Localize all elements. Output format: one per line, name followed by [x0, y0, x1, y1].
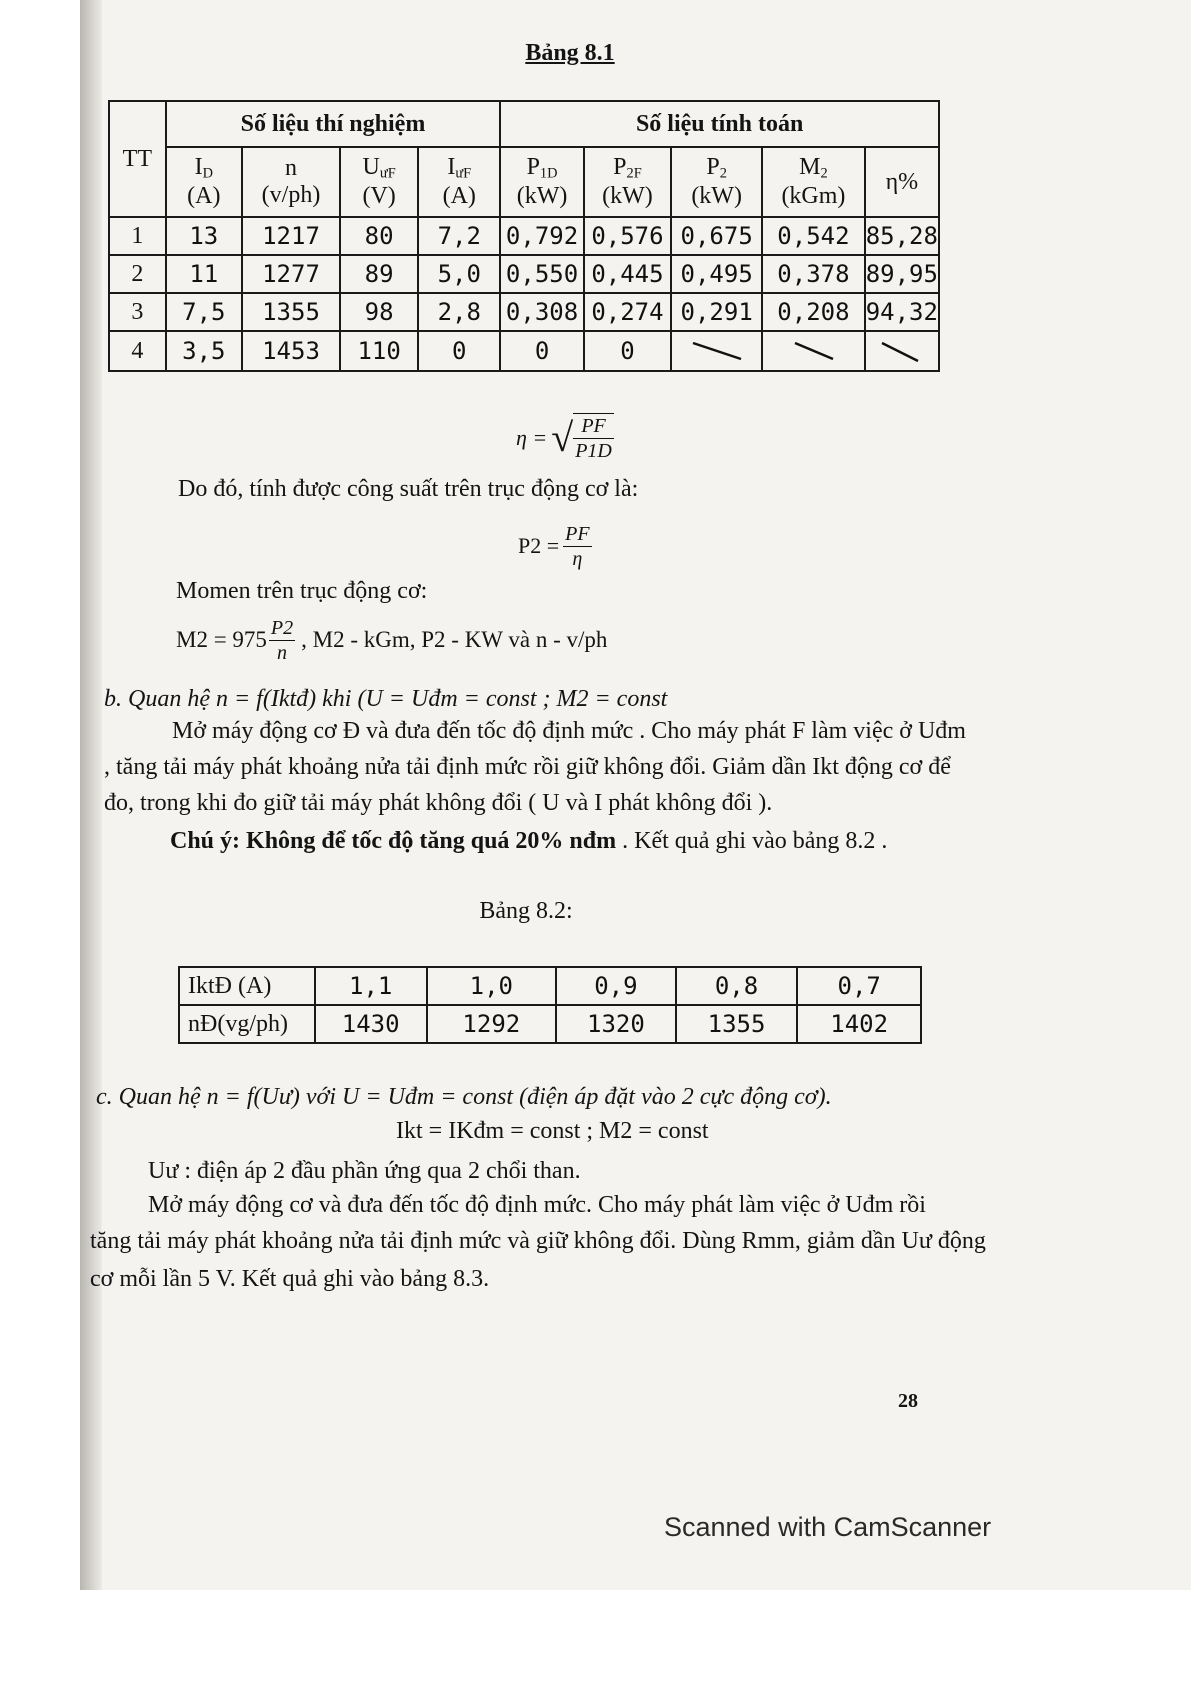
section-c-line1: Mở máy động cơ và đưa đến tốc độ định mức. Cho máy phát làm việc ở Uđm rồi	[148, 1192, 926, 1218]
cell-id: 3,5	[166, 331, 242, 371]
section-b-line2: , tăng tải máy phát khoảng nửa tải định mức rồi giữ không đổi. Giảm dần Ikt động cơ để	[104, 754, 951, 780]
note-rest: . Kết quả ghi vào bảng 8.2 .	[616, 828, 888, 854]
m2-lhs: M2 = 975	[176, 627, 267, 652]
unit-header-row	[109, 147, 939, 217]
row-index: 3	[109, 293, 166, 331]
cell-iuf: 7,2	[418, 217, 500, 255]
cell-p2: 0,291	[671, 293, 762, 331]
cell-n: 1277	[242, 255, 340, 293]
section-c-heading: c. Quan hệ n = f(Uư) với U = Uđm = const (điện áp đặt vào 2 cực động cơ).	[96, 1084, 832, 1110]
cell-eta: 94,32	[865, 293, 939, 331]
section-b-line1: Mở máy động cơ Đ và đưa đến tốc độ định mức . Cho máy phát F làm việc ở Uđm	[172, 718, 966, 744]
section-c-condition: Ikt = IKđm = const ; M2 = const	[396, 1118, 709, 1144]
p2-formula	[518, 516, 592, 576]
dash-mark	[687, 339, 747, 363]
col-header: $P_{2F}$ (kW)	[584, 147, 671, 217]
cell-m2: 0,378	[762, 255, 864, 293]
row-label-current: IktĐ (A)	[179, 967, 315, 1005]
section-c-ur-definition: Uư : điện áp 2 đầu phần ứng qua 2 chổi than.	[148, 1158, 581, 1184]
cell-speed: 1402	[797, 1005, 921, 1043]
cell-speed: 1430	[315, 1005, 427, 1043]
table2-row-speed	[179, 1005, 921, 1043]
cell-p2f: 0,576	[584, 217, 671, 255]
experiment-group-header: Số liệu thí nghiệm	[166, 101, 501, 147]
col-header: $U_{ưF}$ (V)	[340, 147, 418, 217]
cell-id: 7,5	[166, 293, 242, 331]
dash-mark	[872, 339, 932, 363]
cell-p2: 0,675	[671, 217, 762, 255]
section-c-line3: cơ mỗi lần 5 V. Kết quả ghi vào bảng 8.3.	[90, 1266, 490, 1292]
cell-ikt: 1,1	[315, 967, 427, 1005]
row-index: 2	[109, 255, 166, 293]
row-index: 4	[109, 331, 166, 371]
cell-n: 1355	[242, 293, 340, 331]
cell-p2f: 0,445	[584, 255, 671, 293]
cell-ikt: 0,9	[556, 967, 676, 1005]
m2-units: , M2 - kGm, P2 - KW và n - v/ph	[301, 627, 608, 652]
cell-p2: 0,495	[671, 255, 762, 293]
table-row	[109, 293, 939, 331]
col-header: n (v/ph)	[242, 147, 340, 217]
section-b-note	[170, 826, 887, 856]
cell-eta: 89,95	[865, 255, 939, 293]
p2-lhs: P2 =	[518, 533, 560, 558]
m2-numerator: P2	[270, 616, 294, 639]
m2-formula	[176, 612, 607, 668]
cell-m2: 0,208	[762, 293, 864, 331]
page-number: 28	[898, 1390, 918, 1412]
cell-m2: 0,542	[762, 217, 864, 255]
sqrt-sign: √	[551, 415, 574, 460]
col-header: $I_D$ (A)	[166, 147, 242, 217]
cell-iuf: 2,8	[418, 293, 500, 331]
dash-mark	[783, 339, 843, 363]
table2-caption: Bảng 8.2:	[479, 898, 573, 924]
table-row	[109, 255, 939, 293]
cell-n: 1453	[242, 331, 340, 371]
calc-group-header: Số liệu tính toán	[500, 101, 939, 147]
col-tt-header: TT	[109, 101, 166, 217]
page-edge-shadow	[80, 0, 102, 1590]
cell-iuf: 5,0	[418, 255, 500, 293]
m2-denominator: n	[277, 641, 288, 664]
col-header: $P_{1D}$ (kW)	[500, 147, 584, 217]
cell-ikt: 0,7	[797, 967, 921, 1005]
cell-uuf: 98	[340, 293, 418, 331]
cell-uuf: 80	[340, 217, 418, 255]
table-8-2	[178, 966, 922, 1044]
cell-p2-blank	[671, 331, 762, 371]
col-header: $P_2$ (kW)	[671, 147, 762, 217]
cell-ikt: 0,8	[676, 967, 798, 1005]
eta-denominator: P1D	[575, 440, 612, 462]
cell-m2-blank	[762, 331, 864, 371]
cell-p2f: 0,274	[584, 293, 671, 331]
table2-row-current	[179, 967, 921, 1005]
section-c-line2: tăng tải máy phát khoảng nửa tải định mức và giữ không đổi. Dùng Rmm, giảm dần Uư động	[90, 1228, 986, 1254]
cell-n: 1217	[242, 217, 340, 255]
eta-fraction	[573, 413, 614, 463]
table-row	[109, 331, 939, 371]
table1-caption: Bảng 8.1	[525, 40, 615, 66]
cell-p1d: 0	[500, 331, 584, 371]
text-moment: Momen trên trục động cơ:	[176, 578, 428, 604]
cell-eta: 85,28	[865, 217, 939, 255]
table-8-1	[108, 100, 940, 372]
camscanner-watermark: Scanned with CamScanner	[664, 1512, 992, 1542]
cell-iuf: 0	[418, 331, 500, 371]
cell-ikt: 1,0	[427, 967, 557, 1005]
cell-speed: 1355	[676, 1005, 798, 1043]
cell-eta-blank	[865, 331, 939, 371]
eta-lhs: η =	[516, 425, 548, 450]
cell-speed: 1320	[556, 1005, 676, 1043]
cell-uuf: 89	[340, 255, 418, 293]
cell-p1d: 0,308	[500, 293, 584, 331]
row-index: 1	[109, 217, 166, 255]
col-header: η%	[865, 147, 939, 217]
cell-speed: 1292	[427, 1005, 557, 1043]
cell-p1d: 0,792	[500, 217, 584, 255]
p2-numerator: PF	[565, 522, 590, 545]
col-header: $M_2$ (kGm)	[762, 147, 864, 217]
cell-id: 11	[166, 255, 242, 293]
cell-p2f: 0	[584, 331, 671, 371]
col-header: $I_{ưF}$ (A)	[418, 147, 500, 217]
row-label-speed: nĐ(vg/ph)	[179, 1005, 315, 1043]
section-b-line3: đo, trong khi đo giữ tải máy phát không đổi ( U và I phát không đổi ).	[104, 790, 773, 816]
p2-fraction	[563, 522, 591, 571]
text-p2-intro: Do đó, tính được công suất trên trục động cơ là:	[178, 476, 639, 502]
m2-fraction	[269, 616, 295, 665]
cell-uuf: 110	[340, 331, 418, 371]
eta-numerator: PF	[573, 414, 614, 439]
section-b-heading: b. Quan hệ n = f(Iktđ) khi (U = Uđm = const ; M2 = const	[104, 686, 668, 712]
table-row	[109, 217, 939, 255]
cell-p1d: 0,550	[500, 255, 584, 293]
eta-formula	[516, 408, 614, 468]
p2-denominator: η	[572, 547, 583, 570]
note-bold: Chú ý: Không để tốc độ tăng quá 20% nđm	[170, 828, 617, 854]
cell-id: 13	[166, 217, 242, 255]
